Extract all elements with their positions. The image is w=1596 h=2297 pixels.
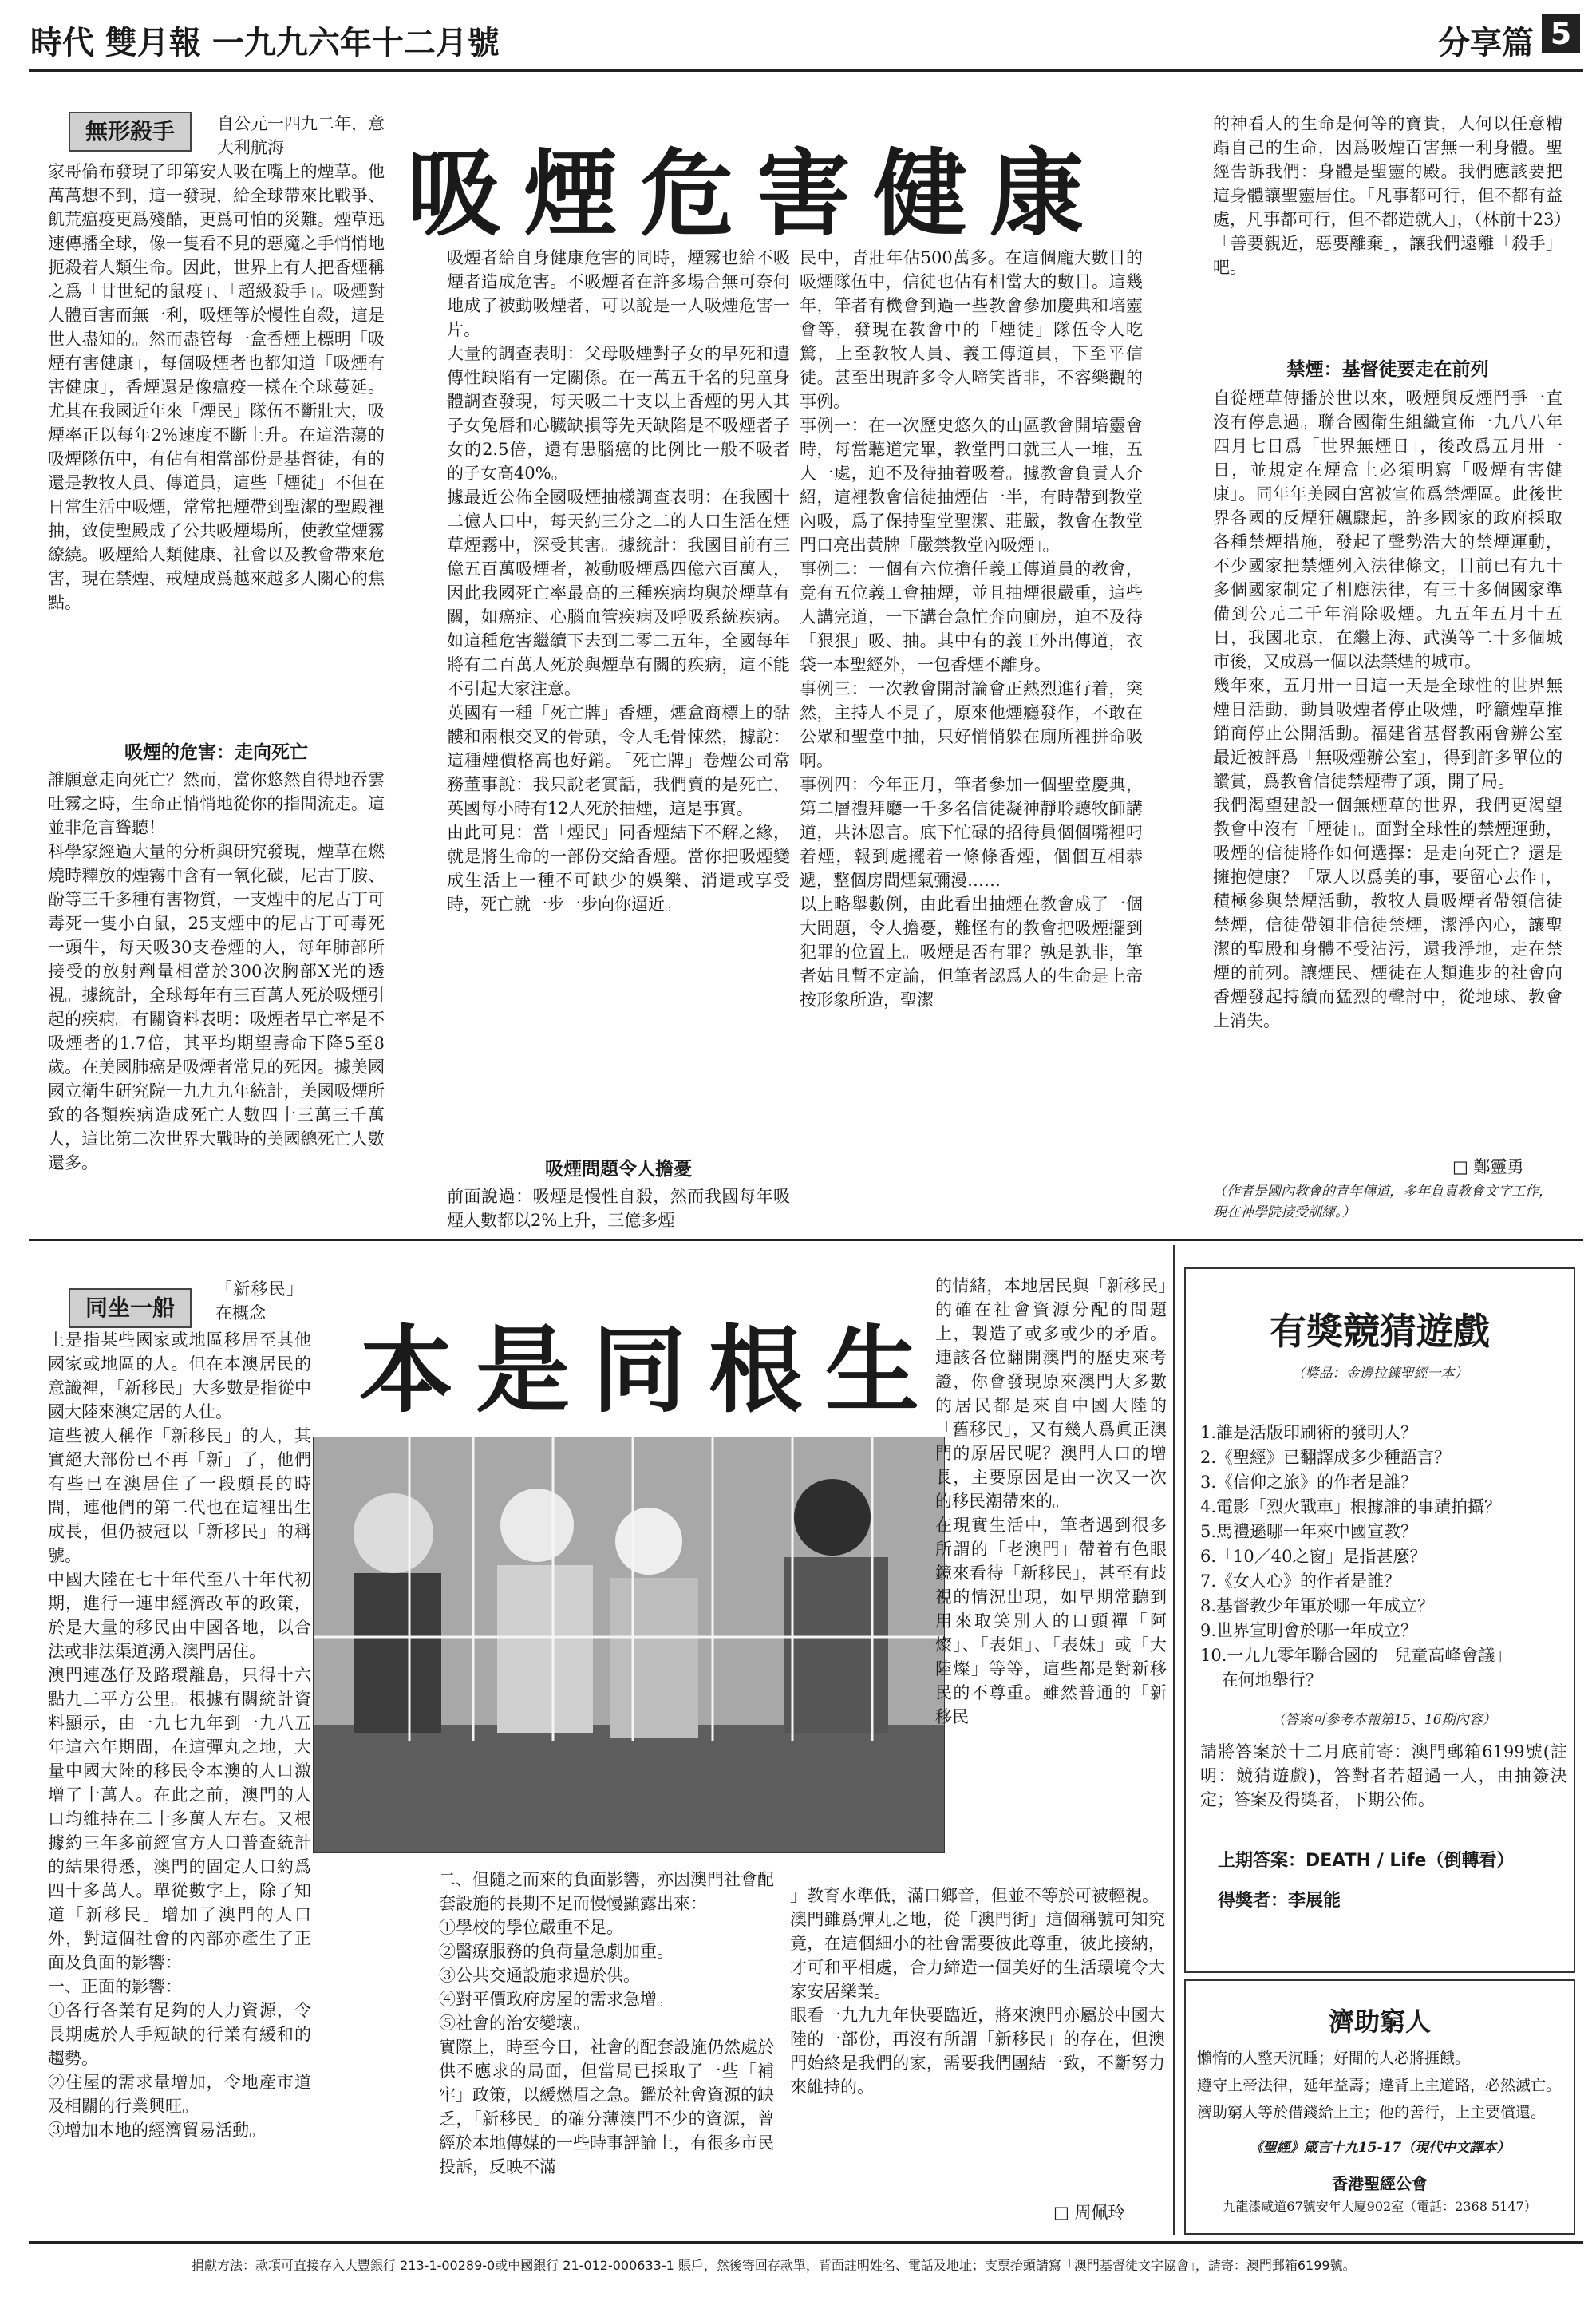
header-rule <box>29 69 1583 72</box>
article2-col1-body: 上是指某些國家或地區移居至其他國家或地區的人。但在本澳居民的意識裡，「新移民」大多數是指從中國大陸來澳定居的人仕。 這些被人稱作「新移民」的人，其實絕大部份已不再「新」了，他們有些已在澳居住了一段頗長的時間，連他們的第二代也在這裡出生成長，但仍被冠以「新移民」的稱號。 中國大陸在七十年代至八十年代初期，進行一連串經濟改革的政策，於是大量的移民由中國各地，以合法或非法渠道湧入澳門居住。 澳門連氹仔及路環離島，只得十六點九二平方公里。根據有關統計資料顯示，由一九七九年到一九八五年這六年期間，在這彈丸之地，大量中國大陸的移民令本澳的人口激增了十萬人。在此之前，澳門的人口均維持在二十多萬人左右。又根據約三年多前經官方人口普查統計的結果得悉，澳門的固定人口約爲四十多萬人。單從數字上，除了知道「新移民」增加了澳門的人口外，對這個社會的內部亦產生了正面及負面的影響： 一、正面的影響： ①各行各業有足夠的人力資源，令長期處於人手短缺的行業有緩和的趨勢。 ②住屋的需求量增加，令地產市道及相關的行業興旺。 ③增加本地的經濟貿易活動。 <box>48 1330 311 2140</box>
article1-col2-cont: 前面說過：吸煙是慢性自殺，然而我國每年吸煙人數都以2%上升，三億多煙 <box>447 1187 790 1230</box>
quiz-answer-label: 上期答案： <box>1218 1851 1306 1871</box>
section-divider <box>29 1239 1583 1241</box>
page-number: 5 <box>1542 14 1580 53</box>
article2-title: 本是同根生 <box>359 1315 942 1425</box>
photo-image <box>314 1437 944 1852</box>
quiz-prize: （獎品：金邊拉鍊聖經一本） <box>1291 1366 1468 1382</box>
article2-col3-cont: 」教育水準低，滿口鄉音，但並不等於可被輕視。 澳門雖爲彈丸之地，從「澳門街」這個稱號可知究竟，在這個細小的社會需要彼此尊重，彼此接納，才可和平相處，合力締造一個美好的生活環境令大家安居樂業。 眼看一九九九年快要臨近，將來澳門亦屬於中國大陸的一部份，再沒有所謂「新移民」的存在，但澳門始終是我們的家，需要我們團結一致，不斷努力來維持的。 <box>790 1886 1165 2097</box>
vertical-divider <box>1173 1245 1175 2235</box>
quiz-winner <box>1218 1887 1341 1912</box>
quiz-title: 有獎競猜遊戲 <box>1270 1310 1490 1353</box>
help-address: 九龍漆咸道67號安年大廈902室（電話：2368 5147） <box>1223 2199 1537 2214</box>
footer-rule <box>29 2241 1583 2244</box>
article2-col3-body: 的情緒，本地居民與「新移民」的確在社會資源分配的問題上，製造了或多或少的矛盾。連該各位翻開澳門的歷史來考證，你會發現原來澳門大多數的居民都是來自中國大陸的「舊移民」，又有幾人爲眞正澳門的原居民呢？澳門人口的增長，主要原因是由一次又一次的移民潮帶來的。 在現實生活中，筆者遇到很多所謂的「老澳門」帶着有色眼鏡來看待「新移民」，甚至有歧視的情況出現，如早期常聽到用來取笑別人的口頭禪「阿燦」、「表姐」、「表妹」或「大陸燦」等等，這些都是對新移民的不尊重。雖然普通的「新移民 <box>935 1276 1167 1726</box>
quiz-winner-value: 李展能 <box>1288 1891 1341 1911</box>
article1-sub3: 禁煙：基督徒要走在前列 <box>1286 359 1489 380</box>
article1-col2-body: 吸煙者給自身健康危害的同時，煙霧也給不吸煙者造成危害。不吸煙者在許多場合無可奈何地成了被動吸煙者，可以說是一人吸煙危害一片。 大量的調查表明：父母吸煙對子女的早死和遺傳性缺陷有一定關係。在一萬五千名的兒童身體調查發現，每天吸二十支以上香煙的男人其子女兔唇和心臟缺損等先天缺陷是不吸煙者子女的2.5倍，還有患腦癌的比例比一般不吸者的子女高40%。 據最近公佈全國吸煙抽樣調查表明：在我國十二億人口中，每天約三分之二的人口生活在煙草煙霧中，深受其害。據統計：我國目前有三億五百萬吸煙者，被動吸煙爲四億六百萬人，因此我國死亡率最高的三種疾病均與於煙草有關，如癌症、心腦血管疾病及呼吸系統疾病。如這種危害繼續下去到二零二五年，全國每年將有二百萬人死於與煙草有關的疾病，這不能不引起大家注意。 英國有一種「死亡牌」香煙，煙盒商標上的骷髏和兩根交叉的骨頭，令人毛骨悚然，據說：這種煙價格高也好銷。「死亡牌」卷煙公司常務董事說：我只說老實話，我們賣的是死亡，英國每小時有12人死於抽煙，這是事實。 由此可見：當「煙民」同香煙結下不解之緣，就是將生命的一部份交給香煙。當你把吸煙變成生活上一種不可缺少的娛樂、消遣或享受時，死亡就一步一步向你逼近。 <box>447 248 790 914</box>
quiz-instructions: 請將答案於十二月底前寄：澳門郵箱6199號(註明：競猜遊戲)，答對者若超過一人，由抽簽決定；答案及得獎者，下期公佈。 <box>1200 1742 1567 1809</box>
article1-sub2: 吸煙問題令人擔憂 <box>545 1159 692 1180</box>
quiz-winner-label: 得獎者： <box>1218 1891 1289 1911</box>
publication-title: 時代 雙月報 一九九六年十二月號 <box>30 25 500 61</box>
article2-tag: 同坐一船 <box>69 1288 192 1328</box>
quiz-answer <box>1218 1847 1514 1872</box>
article1-col1-cont: 誰願意走向死亡？然而，當你悠然自得地吞雲吐霧之時，生命正悄悄地從你的指間流走。這並非危言聳聽！ 科學家經過大量的分析與研究發現，煙草在燃燒時釋放的煙霧中含有一氧化碳，尼古丁胺、酚等三千多種有害物質，一支煙中的尼古丁可毒死一隻小白鼠，25支煙中的尼古丁可毒死一頭牛，每天吸30支卷煙的人，每年肺部所接受的放射劑量相當於300次胸部X光的透視。據統計，全球每年有三百萬人死於吸煙引起的疾病。有關資料表明：吸煙者早亡率是不吸煙者的1.7倍，其平均期望壽命下降5至8歲。在美國肺癌是吸煙者常見的死因。據美國國立衛生研究院一九九九年統計，美國吸煙所致的各類疾病造成死亡人數四十三萬三千萬人，這比第二次世界大戰時的美國總死亡人數還多。 <box>48 770 385 1172</box>
quiz-box <box>1184 1267 1575 1973</box>
help-source: 《聖經》箴言十九15-17（現代中文譯本） <box>1249 2140 1511 2156</box>
quiz-reference: （答案可參考本報第15、16期內容） <box>1271 1712 1496 1728</box>
article2-author: □ 周佩玲 <box>1053 2203 1125 2222</box>
article1-sub1: 吸煙的危害：走向死亡 <box>124 742 308 763</box>
article2-intro: 「新移民」在概念 <box>215 1279 303 1322</box>
quiz-questions: 1.誰是活版印刷術的發明人？ 2.《聖經》已翻譯成多少種語言？ 3.《信仰之旅》的作者是誰？ 4.電影「烈火戰車」根據誰的事蹟拍攝？ 5.馬禮遜哪一年來中國宣教？ 6.「10／40之窗」是指甚麼？ 7.《女人心》的作者是誰？ 8.基督教少年軍於哪一年成立？ 9.世界宣明會於哪一年成立？ 10.一九九零年聯合國的「兒童高峰會議」 在何地舉行？ <box>1200 1423 1512 1690</box>
article1-col3-body: 民中，青壯年佔500萬多。在這個龐大數目的吸煙隊伍中，信徒也佔有相當大的數目。這幾年，筆者有機會到過一些教會參加慶典和培靈會等，發現在教會中的「煙徒」隊伍令人吃驚，上至教牧人員、義工傳道員，下至平信徒。甚至出現許多令人啼笑皆非，不容樂觀的事例。 事例一：在一次歷史悠久的山區教會開培靈會時，每當聽道完畢，教堂門口就三人一堆，五人一處，迫不及待抽着吸着。據教會負責人介紹，這裡教會信徒抽煙佔一半，有時帶到教堂內吸，爲了保持聖堂聖潔、莊嚴，教會在教堂門口亮出黃牌「嚴禁教堂內吸煙」。 事例二：一個有六位擔任義工傳道員的教會，竟有五位義工會抽煙，並且抽煙很嚴重，這些人講完道，一下講台急忙奔向廁房，迫不及待「狠狠」吸、抽。其中有的義工外出傳道，衣袋一本聖經外，一包香煙不離身。 事例三：一次教會開討論會正熱烈進行着，突然，主持人不見了，原來他煙癮發作，不敢在公眾和聖堂中抽，只好悄悄躲在廁所裡拼命吸啊。 事例四：今年正月，筆者參加一個聖堂慶典，第二層禮拜廳一千多名信徒凝神靜聆聽牧師講道，共沐恩言。底下忙碌的招待員個個嘴裡叼着煙，報到處擺着一條條香煙，個個互相恭遞，整個房間煙氣彌漫…… 以上略舉數例，由此看出抽煙在教會成了一個大問題，令人擔憂，難怪有的教會把吸煙擺到犯罪的位置上。吸煙是否有罪？孰是孰非，筆者姑且暫不定論，但筆者認爲人的生命是上帝按形象所造，聖潔 <box>800 248 1143 1010</box>
article1-tag: 無形殺手 <box>69 112 192 152</box>
help-verse: 懶惰的人整天沉睡；好閒的人必將捱餓。 遵守上帝法律，延年益壽；違背上主道路，必然滅亡。 濟助窮人等於借錢給上主；他的善行，上主要償還。 <box>1197 2050 1562 2121</box>
help-org: 香港聖經公會 <box>1332 2174 1428 2193</box>
article2-col2-body: 二、但隨之而來的負面影響，亦因澳門社會配套設施的長期不足而慢慢顯露出來： ①學校的學位嚴重不足。 ②醫療服務的負荷量急劇加重。 ③公共交通設施求過於供。 ④對平價政府房屋的需求急增。 ⑤社會的治安變壞。 實際上，時至今日，社會的配套設施仍然處於供不應求的局面，但當局已採取了一些「補牢」政策，以緩燃眉之急。鑑於社會資源的缺乏，「新移民」的確分薄澳門不少的資源，曾經於本地傳媒的一些時事評論上，有很多市民投訴，反映不滿 <box>439 1870 774 2176</box>
article1-author-note: （作者是國內教會的青年傳道，多年負責教會文字工作，現在神學院接受訓練。） <box>1213 1184 1552 1220</box>
article1-author: □ 鄭靈勇 <box>1452 1157 1524 1176</box>
article1-col4-body: 的神看人的生命是何等的寶貴，人何以任意糟蹋自己的生命，因爲吸煙百害無一利身體。聖經告訴我們：身體是聖靈的殿。我們應該要把這身體讓聖靈居住。「凡事都可行，但不都有益處，凡事都可行，但不都造就人」，（林前十23）「善要親近，惡要離棄」，讓我們遠離「殺手」吧。 <box>1213 114 1562 277</box>
photo-elderly-and-youth <box>313 1437 945 1853</box>
page-header <box>0 0 1596 64</box>
footer-donation: 捐獻方法：款項可直接存入大豐銀行 213-1-00289-0或中國銀行 21-012-000633-1 賬戶，然後寄回存款單，背面註明姓名、電話及地址；支票抬頭請寫「澳門基督徒文字協會」，請寄：澳門郵箱6199號。 <box>192 2258 1356 2273</box>
section-title: 分享篇 <box>1438 25 1534 61</box>
quiz-answer-value: DEATH / Life（倒轉看） <box>1306 1851 1515 1871</box>
article1-col1-body: 家哥倫布發現了印第安人吸在嘴上的煙草。他萬萬想不到，這一發現，給全球帶來比戰爭、飢荒瘟疫更爲殘酷，更爲可怕的災難。煙草迅速傳播全球，像一隻看不見的惡魔之手悄悄地扼殺着人類生命。因此，世界上有人把香煙稱之爲「廿世紀的鼠疫」、「超級殺手」。吸煙對人體百害而無一利，吸煙等於慢性自殺，這是世人盡知的。然而盡管每一盒香煙上標明「吸煙有害健康」，每個吸煙者也都知道「吸煙有害健康」，香煙還是像瘟疫一樣在全球蔓延。尤其在我國近年來「煙民」隊伍不斷壯大，吸煙率正以每年2%速度不斷上升。在這浩蕩的吸煙隊伍中，有佔有相當部份是基督徒，有的還是教牧人員、傳道員，這些「煙徒」不但在日常生活中吸煙，常常把煙帶到聖潔的聖殿裡抽，致使聖殿成了公共吸煙場所，使教堂煙霧繚繞。吸煙給人類健康、社會以及教會帶來危害，現在禁煙、戒煙成爲越來越多人關心的焦點。 <box>48 162 385 612</box>
help-title: 濟助窮人 <box>1328 2006 1431 2037</box>
article1-col4-cont: 自從煙草傳播於世以來，吸煙與反煙鬥爭一直沒有停息過。聯合國衛生組織宣佈一九八八年四月七日爲「世界無煙日」，後改爲五月卅一日，並規定在煙盒上必須明寫「吸煙有害健康」。同年年美國白宮被宣佈爲禁煙區。此後世界各國的反煙狂飆驟起，許多國家的政府採取各種禁煙措施，發起了聲勢浩大的禁煙運動，不少國家把禁煙列入法律條文，目前已有九十多個國家制定了相應法律，有三十多個國家準備到公元二千年消除吸煙。九五年五月十五日，我國北京，在繼上海、武漢等二十多個城市後，又成爲一個以法禁煙的城市。 幾年來，五月卅一日這一天是全球性的世界無煙日活動，動員吸煙者停止吸煙，呼籲煙草推銷商停止公開活動。福建省基督教兩會辦公室最近被評爲「無吸煙辦公室」，得到許多單位的讚賞，爲教會信徒禁煙帶了頭，開了局。 我們渴望建設一個無煙草的世界，我們更渴望教會中沒有「煙徒」。面對全球性的禁煙運動，吸煙的信徒將作如何選擇：是走向死亡？還是擁抱健康？「眾人以爲美的事，要留心去作」，積極參與禁煙活動，教牧人員吸煙者帶領信徒禁煙，信徒帶領非信徒禁煙，潔淨內心，讓聖潔的聖殿和身體不受沾污，還我淨地，走在禁煙的前列。讓煙民、煙徒在人類進步的社會向香煙發起持續而猛烈的聲討中，從地球、教會上消失。 <box>1213 389 1562 1030</box>
article1-title: 吸煙危害健康 <box>407 138 1107 249</box>
article1-intro: 自公元一四九二年，意大利航海 <box>217 114 385 157</box>
help-poor-box <box>1184 1979 1575 2235</box>
